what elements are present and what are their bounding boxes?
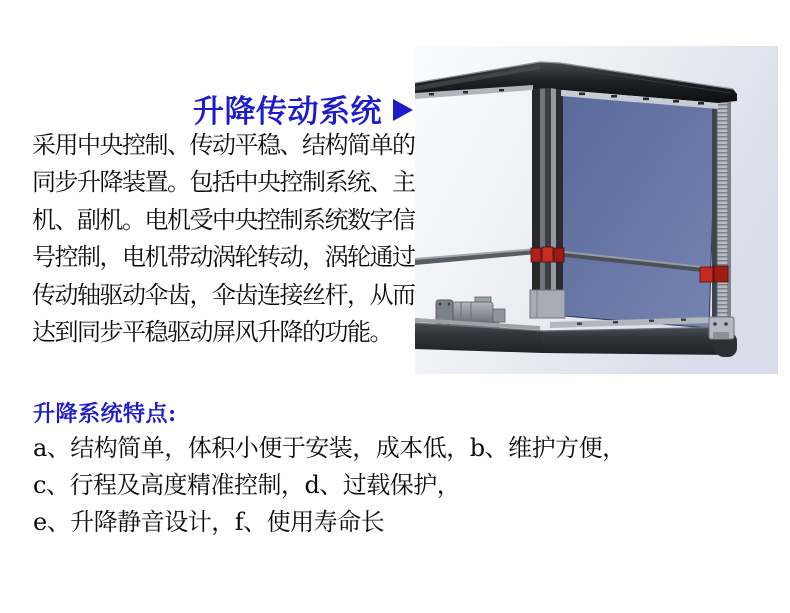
- right-bearing-block: [709, 317, 734, 339]
- feature-item: e、升降静音设计，f、使用寿命长: [33, 508, 385, 537]
- blue-screen-panel: [552, 86, 716, 329]
- red-clamp-left: [531, 247, 564, 262]
- feature-item: a、结构简单，体积小便于安装，成本低，b、维护方便，: [33, 434, 626, 462]
- right-leadscrew-column: [712, 102, 731, 324]
- feature-item: c、行程及高度精准控制，d、过载保护，: [33, 471, 461, 500]
- features-list: [33, 430, 673, 542]
- intro-line: 采用中央控制、传动平稳、结构简单的: [32, 131, 415, 159]
- left-lifting-columns: [530, 82, 565, 318]
- right-triangle-icon: [393, 99, 413, 121]
- intro-line: 机、副机。电机受中央控制系统数字信: [32, 205, 415, 234]
- intro-line: 号控制，电机带动涡轮转动，涡轮通过: [32, 243, 415, 272]
- cad-render-lifting-screen: [415, 46, 778, 374]
- red-clamp-right: [700, 266, 728, 282]
- intro-line: 传动轴驱动伞齿，伞齿连接丝杆，从而: [32, 280, 415, 309]
- intro-paragraph: [32, 127, 424, 351]
- features-heading: 升降系统特点:: [33, 401, 177, 427]
- intro-line: 达到同步平稳驱动屏风升降的功能。: [32, 318, 392, 347]
- intro-line: 同步升降装置。包括中央控制系统、主: [32, 168, 415, 197]
- slide-title: [193, 88, 413, 128]
- slide-title-text: 升降传动系统: [193, 93, 382, 130]
